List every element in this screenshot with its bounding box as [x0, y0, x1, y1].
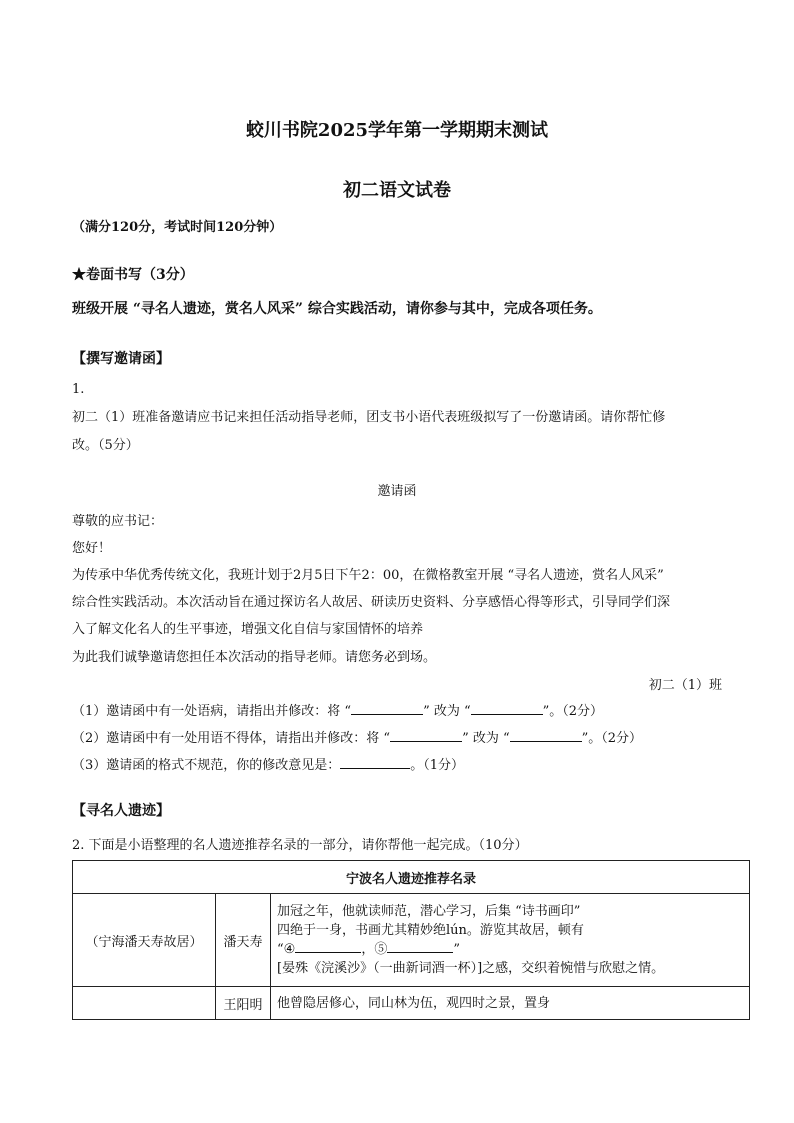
- section-heading-sites: 【寻名人遗迹】: [72, 803, 170, 819]
- sub-question-1: [72, 700, 603, 719]
- recommendation-table: [72, 860, 750, 1020]
- description-cell: [271, 987, 750, 1020]
- sub-question-text: （2）邀请函中有一处用语不得体，请指出并修改：将 “: [72, 731, 391, 746]
- answer-blank[interactable]: [340, 756, 410, 769]
- exam-info: （满分120分，考试时间120分钟）: [72, 220, 283, 235]
- person-cell: 王阳明: [216, 987, 271, 1020]
- blank-label: “④: [277, 942, 296, 957]
- sub-question-text: （3）邀请函的格式不规范，你的修改意见是：: [72, 758, 341, 773]
- description-line: [晏殊《浣溪沙》（一曲新词酒一杯）]之感，交织着惋惜与欣慰之情。: [277, 961, 665, 976]
- section-heading-invitation: 【撰写邀请函】: [72, 351, 170, 367]
- answer-blank[interactable]: [351, 702, 423, 715]
- answer-blank[interactable]: [387, 940, 453, 953]
- blank-label: ，⑤: [361, 942, 388, 957]
- letter-body-line: 入了解文化名人的生平事迹，增强文化自信与家国情怀的培养: [72, 622, 424, 637]
- letter-greeting: 您好！: [72, 541, 112, 556]
- site-name-cell: [73, 987, 216, 1020]
- handwriting-label: ★卷面书写（3分）: [72, 267, 194, 283]
- paper-subtitle: 初二语文试卷: [343, 180, 451, 201]
- letter-body-line: 综合性实践活动。本次活动旨在通过探访名人故居、研读历史资料、分享感悟心得等形式，引导同学们深: [72, 595, 671, 610]
- description-cell: [271, 894, 750, 987]
- blank-label: ”: [453, 942, 460, 957]
- description-line: 他曾隐居修心，同山林为伍，观四时之景，置身: [277, 995, 551, 1011]
- sub-question-3: [72, 754, 464, 773]
- answer-blank[interactable]: [295, 940, 361, 953]
- table-row: [73, 987, 750, 1020]
- question-text-line2: 改。（5分）: [72, 438, 139, 453]
- answer-blank[interactable]: [390, 729, 462, 742]
- person-cell: 潘天寿: [216, 894, 271, 987]
- question-2-text: 2. 下面是小语整理的名人遗迹推荐名录的一部分，请你帮他一起完成。（10分）: [72, 838, 528, 853]
- letter-body-line: 为传承中华优秀传统文化，我班计划于2月5日下午2：00，在微格教室开展 “寻名人遗迹，赏名人风采”: [72, 568, 664, 583]
- sub-question-text: ” 改为 “: [423, 704, 471, 719]
- site-name-cell: （宁海潘天寿故居）: [73, 894, 216, 987]
- sub-question-text: ” 改为 “: [462, 731, 510, 746]
- answer-blank[interactable]: [471, 702, 543, 715]
- sub-question-text: 。（1分）: [410, 758, 465, 773]
- letter-body-line: 为此我们诚挚邀请您担任本次活动的指导老师。请您务必到场。: [72, 650, 437, 665]
- description-line: [277, 940, 743, 959]
- sub-question-text: ”。（2分）: [542, 704, 604, 719]
- question-text-line1: 初二（1）班准备邀请应书记来担任活动指导老师，团支书小语代表班级拟写了一份邀请函。请你帮忙修: [72, 410, 666, 425]
- letter-salutation: 尊敬的应书记：: [72, 514, 164, 529]
- question-number: 1.: [72, 382, 85, 397]
- answer-blank[interactable]: [510, 729, 582, 742]
- description-line: 加冠之年，他就读师范，潜心学习，后集 “诗书画印”: [277, 904, 581, 919]
- exam-title: 蛟川书院2025学年第一学期期末测试: [245, 120, 549, 141]
- letter-title: 邀请函: [377, 484, 417, 499]
- table-header-row: [73, 861, 750, 894]
- sub-question-text: （1）邀请函中有一处语病，请指出并修改：将 “: [72, 704, 352, 719]
- table-row: [73, 894, 750, 987]
- sub-question-2: [72, 727, 642, 746]
- letter-signature: 初二（1）班: [648, 678, 722, 693]
- activity-intro: 班级开展 “寻名人遗迹，赏名人风采” 综合实践活动，请你参与其中，完成各项任务。: [72, 301, 602, 317]
- description-line: 四绝于一身，书画尤其精妙绝lún。游览其故居，顿有: [277, 923, 584, 938]
- sub-question-text: ”。（2分）: [581, 731, 643, 746]
- table-caption: 宁波名人遗迹推荐名录: [73, 861, 750, 894]
